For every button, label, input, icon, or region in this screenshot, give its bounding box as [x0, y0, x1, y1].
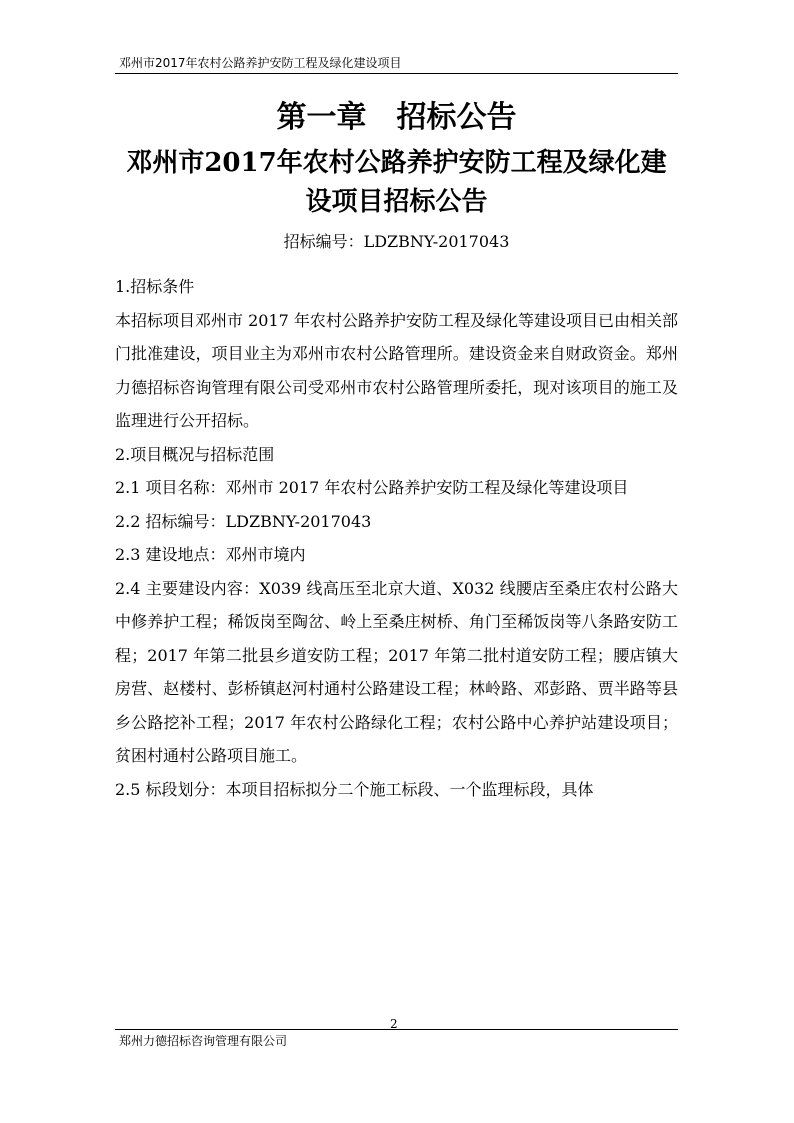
section-2-3-location: 2.3 建设地点：邓州市境内: [115, 545, 306, 564]
footer-company: 郑州力德招标咨询管理有限公司: [119, 1034, 288, 1048]
footer-divider: [115, 1029, 678, 1030]
document-body: [115, 270, 678, 806]
page-number: 2: [390, 1017, 398, 1031]
section-1-body: 本招标项目邓州市 2017 年农村公路养护安防工程及绿化等建设项目已由相关部门批准建设，项目业主为邓州市农村公路管理所。建设资金来自财政资金。郑州力德招标咨询管理有限公司受邓州市农村公路管理所委托，现对该项目的施工及监理进行公开招标。: [115, 310, 678, 430]
chapter-title: 第一章 招标公告: [276, 100, 517, 135]
section-2-heading: 2.项目概况与招标范围: [115, 444, 275, 464]
document-title-line-2: 设项目招标公告: [305, 187, 488, 217]
section-2-1-project-name: 2.1 项目名称：邓州市 2017 年农村公路养护安防工程及绿化等建设项目: [115, 478, 629, 497]
section-2-4-scope: 2.4 主要建设内容：X039 线高压至北京大道、X032 线腰店至桑庄农村公路大中修养护工程；稀饭岗至陶岔、岭上至桑庄树桥、角门至稀饭岗等八条路安防工程；2017 年第二批县乡道安防工程；2017 年第二批村道安防工程；腰店镇大房营、赵楼村、彭桥镇赵河村通村公路建设工程；林岭路、邓彭路、贾半路等县乡公路挖补工程；2017 年农村公路绿化工程；农村公路中心养护站建设项目；贫困村通村公路项目施工。: [115, 578, 678, 765]
section-2-2-bid-number: 2.2 招标编号：LDZBNY-2017043: [115, 511, 372, 531]
running-header: 邓州市2017年农村公路养护安防工程及绿化建设项目: [119, 56, 402, 70]
bid-number: 招标编号：LDZBNY-2017043: [283, 232, 510, 251]
document-title-line-1: 邓州市2017年农村公路养护安防工程及绿化建: [126, 148, 667, 178]
header-divider: [115, 73, 678, 74]
section-2-5-lots: 2.5 标段划分：本项目招标拟分二个施工标段、一个监理标段，具体: [115, 779, 594, 799]
section-1-heading: 1.招标条件: [115, 277, 195, 296]
